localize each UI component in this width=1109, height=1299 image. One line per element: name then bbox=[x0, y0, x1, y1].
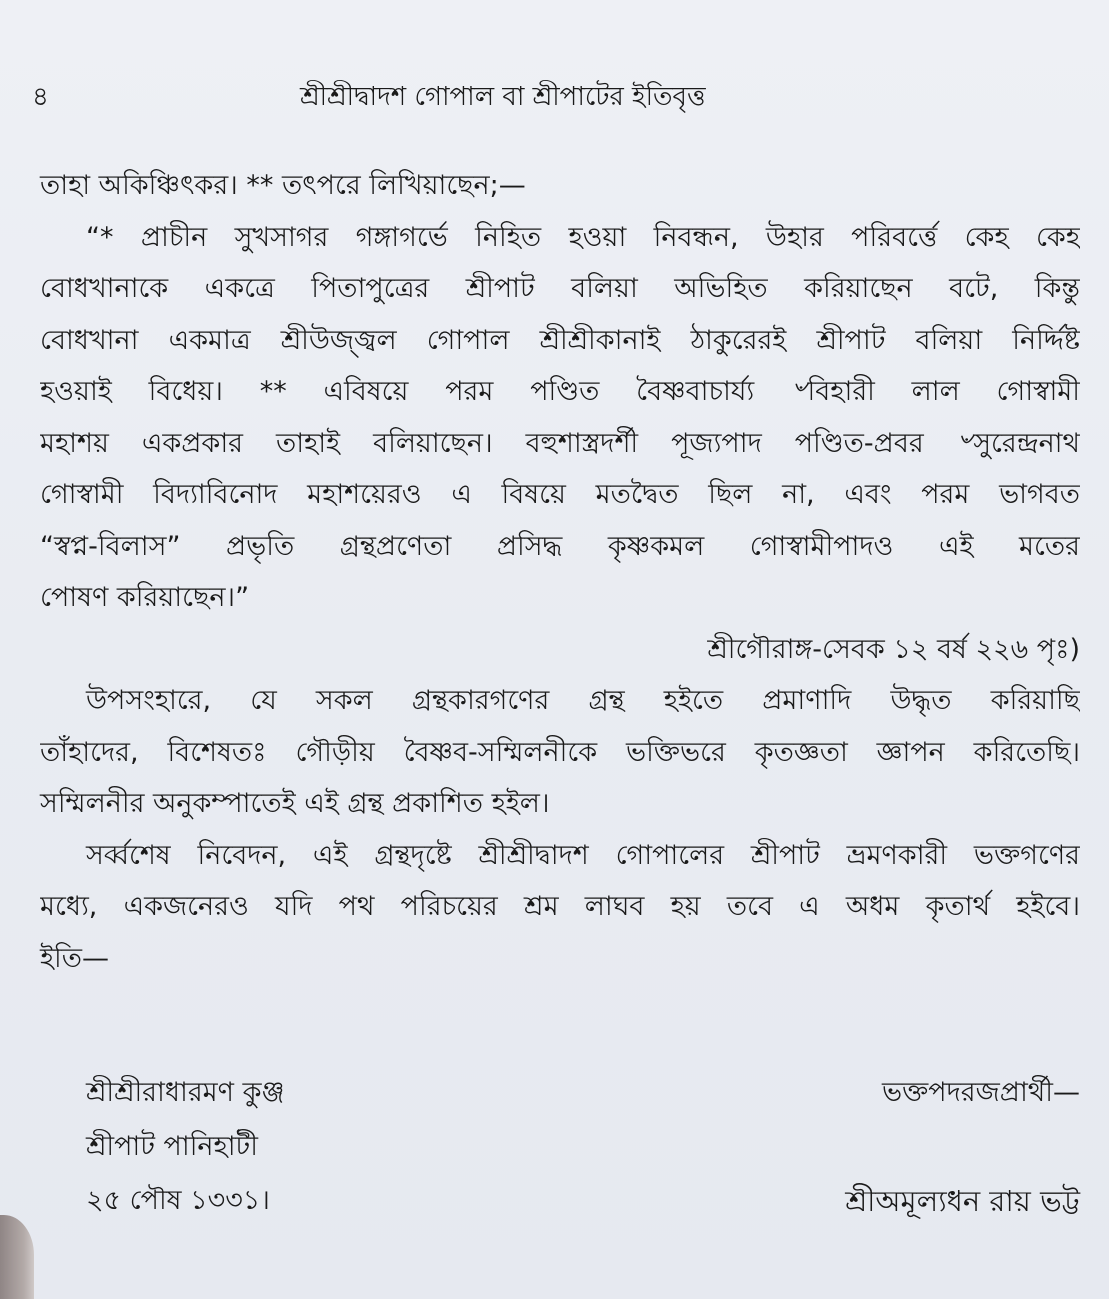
quote-line: গোস্বামী বিদ্যাবিনোদ মহাশয়েরও এ বিষয়ে মতদ্বৈত ছিল না, এবং পরম ভাগবত bbox=[40, 479, 1080, 510]
place-line-1: শ্রীশ্রীরাধারমণ কুঞ্জ bbox=[86, 1077, 285, 1108]
closing-phrase: ভক্তপদরজপ্রার্থী— bbox=[881, 1077, 1080, 1108]
thumb-shadow bbox=[0, 1215, 34, 1299]
quote-line: “স্বপ্ন-বিলাস” প্রভৃতি গ্রন্থপ্রণেতা প্রসিদ্ধ কৃষ্ণকমল গোস্বামীপাদও এই মতের bbox=[40, 530, 1080, 562]
text-line: সর্ব্বশেষ নিবেদন, এই গ্রন্থদৃষ্টে শ্রীশ্রীদ্বাদশ গোপালের শ্রীপাট ভ্রমণকারী ভক্তগণের bbox=[86, 839, 1080, 871]
text-line: ইতি— bbox=[40, 942, 110, 974]
quote-line: বোধখানা একমাত্র শ্রীউজ্জ্বল গোপাল শ্রীশ্রীকানাই ঠাকুরেরই শ্রীপাট বলিয়া নির্দ্দিষ্ট bbox=[40, 324, 1080, 356]
body-text bbox=[40, 160, 1080, 984]
quote-line: “* প্রাচীন সুখসাগর গঙ্গাগর্ভে নিহিত হওয়া নিবন্ধন, উহার পরিবর্ত্তে কেহ কেহ bbox=[86, 221, 1080, 253]
quote-line: মহাশয় একপ্রকার তাহাই বলিয়াছেন। বহুশাস্ত্রদর্শী পূজ্যপাদ পণ্ডিত-প্রবর ৺সুরেন্দ্রনাথ bbox=[40, 427, 1080, 459]
quote-line: হওয়াই বিধেয়। ** এবিষয়ে পরম পণ্ডিত বৈষ্ণবাচার্য্য ৺বিহারী লাল গোস্বামী bbox=[40, 376, 1080, 407]
author-name: শ্রীঅমূল্যধন রায় ভট্ট bbox=[845, 1184, 1080, 1218]
signature-place bbox=[86, 1066, 285, 1228]
page-number: ৪ bbox=[32, 82, 49, 112]
citation: শ্রীগৌরাঙ্গ-সেবক ১২ বর্ষ ২২৬ পৃঃ) bbox=[707, 633, 1080, 665]
page-header bbox=[0, 76, 1109, 116]
text-line: তাঁহাদের, বিশেষতঃ গৌড়ীয় বৈষ্ণব-সম্মিলনীকে ভক্তিভরে কৃতজ্ঞতা জ্ঞাপন করিতেছি। bbox=[40, 736, 1080, 768]
signature-date: ২৫ পৌষ ১৩৩১। bbox=[86, 1185, 270, 1216]
text-line: উপসংহারে, যে সকল গ্রন্থকারগণের গ্রন্থ হইতে প্রমাণাদি উদ্ধৃত করিয়াছি bbox=[86, 685, 1080, 716]
quote-line: বোধখানাকে একত্রে পিতাপুত্রের শ্রীপাট বলিয়া অভিহিত করিয়াছেন বটে, কিন্তু bbox=[40, 273, 1080, 304]
running-title: শ্রীশ্রীদ্বাদশ গোপাল বা শ্রীপাটের ইতিবৃত্ত bbox=[300, 82, 706, 112]
quote-line: পোষণ করিয়াছেন।” bbox=[40, 582, 250, 613]
text-line: তাহা অকিঞ্চিৎকর। ** তৎপরে লিখিয়াছেন;— bbox=[40, 170, 526, 201]
text-line: মধ্যে, একজনেরও যদি পথ পরিচয়ের শ্রম লাঘব হয় তবে এ অধম কৃতার্থ হইবে। bbox=[40, 891, 1080, 922]
signature-author bbox=[845, 1066, 1080, 1228]
place-line-2: শ্রীপাট পানিহাটী bbox=[86, 1131, 258, 1162]
text-line: সম্মিলনীর অনুকম্পাতেই এই গ্রন্থ প্রকাশিত হইল। bbox=[40, 788, 550, 819]
